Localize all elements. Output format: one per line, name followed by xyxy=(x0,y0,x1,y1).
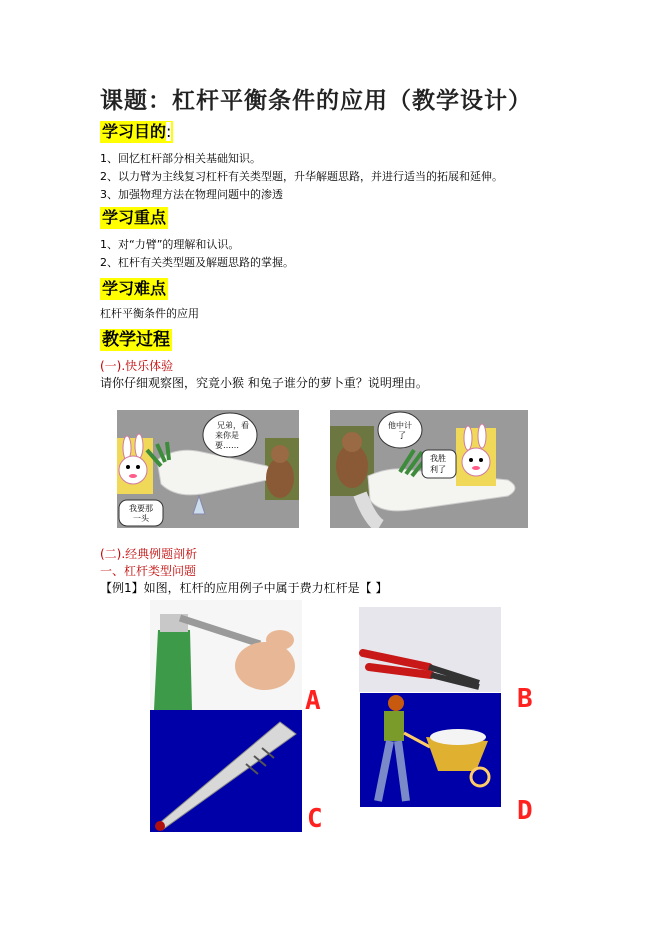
key-item-1: 1、对“力臂”的理解和认识。 xyxy=(100,238,240,251)
difficulty-item-1: 杠杆平衡条件的应用 xyxy=(100,307,199,320)
heading-teaching-process: 教学过程 xyxy=(102,330,170,350)
figure-c-tweezers xyxy=(150,710,302,832)
goal-item-2: 2、以力臂为主线复习杠杆有关类型题，升华解题思路，并进行适当的拓展和延伸。 xyxy=(100,170,503,183)
heading-difficulty: 学习难点 xyxy=(102,279,167,298)
part1-question: 请你仔细观察图，究竟小猴 和兔子谁分的萝卜重？说明理由。 xyxy=(100,376,428,390)
key-item-2: 2、杠杆有关类型题及解题思路的掌握。 xyxy=(100,256,294,269)
figure-d-wheelbarrow xyxy=(360,693,501,807)
type1-title: 一、杠杆类型问题 xyxy=(100,564,197,578)
part1-title: (一).快乐体验 xyxy=(100,359,174,373)
heading-learning-goals: 学习目的: xyxy=(102,122,172,141)
bubble-monkey-right-line-1: 他中计 xyxy=(388,421,412,430)
heading-key-points: 学习重点 xyxy=(102,208,167,227)
comic-panel-right xyxy=(330,410,528,528)
bubble-rabbit-line-2: 一头 xyxy=(133,514,149,523)
bubble-monkey-line-2: 来你是 xyxy=(215,431,239,440)
bubble-monkey-line-3: 要…… xyxy=(215,441,239,450)
tweezers-illustration xyxy=(150,710,302,832)
comic-left-illustration xyxy=(117,410,299,528)
figure-a-bottle-opener xyxy=(150,600,302,710)
comic-panel-left xyxy=(117,410,299,528)
bubble-rabbit-line-1: 我要那 xyxy=(129,504,153,513)
bubble-monkey-right-line-2: 了 xyxy=(398,431,406,440)
label-b: B xyxy=(517,684,533,714)
example1-question: 【例1】如图，杠杆的应用例子中属于费力杠杆是【 】 xyxy=(100,581,388,595)
wheelbarrow-illustration xyxy=(360,693,501,807)
bubble-rabbit-right-line-2: 利了 xyxy=(430,465,446,474)
comic-right-illustration xyxy=(330,410,528,528)
goal-item-3: 3、加强物理方法在物理问题中的渗透 xyxy=(100,188,283,201)
part2-title: (二).经典例题剖析 xyxy=(100,547,198,561)
goal-item-1: 1、回忆杠杆部分相关基础知识。 xyxy=(100,152,261,165)
label-a: A xyxy=(305,686,321,716)
figure-b-bolt-cutter xyxy=(359,607,501,692)
bubble-monkey-line-1: 兄弟，看 xyxy=(217,421,249,430)
bottle-opener-illustration xyxy=(150,600,302,710)
bolt-cutter-illustration xyxy=(359,607,501,692)
page-title: 课题：杠杆平衡条件的应用（教学设计） xyxy=(100,87,532,114)
label-d: D xyxy=(517,796,533,826)
label-c: C xyxy=(307,804,323,834)
bubble-rabbit-right-line-1: 我胜 xyxy=(430,454,446,463)
